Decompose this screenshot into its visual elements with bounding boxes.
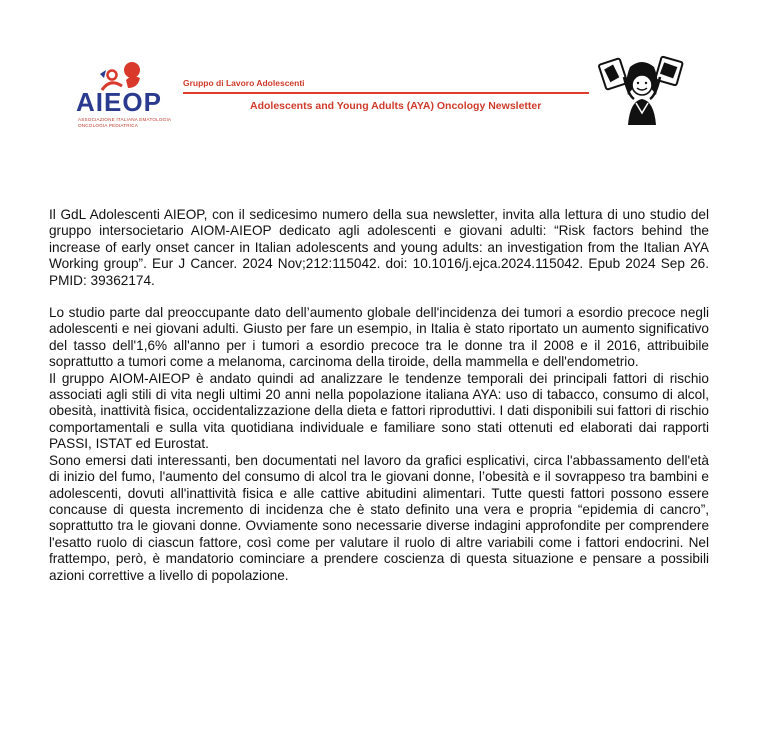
newsletter-body <box>49 207 709 584</box>
logo-wordmark: AIEOP <box>76 87 162 117</box>
newsletter-title: Adolescents and Young Adults (AYA) Oncology Newsletter <box>250 100 542 112</box>
header-divider <box>183 92 589 94</box>
newsletter-header <box>0 0 758 140</box>
logo-subtitle: ASSOCIAZIONE ITALIANA EMATOLOGIA ONCOLOGIA PEDIATRICA <box>78 117 171 128</box>
adolescent-illustration-icon <box>598 55 686 125</box>
aieop-logo <box>76 60 186 130</box>
findings-paragraph: Sono emersi dati interessanti, ben documentati nel lavoro da grafici esplicativi, circa l'abbassamento dell'età di inizio del fumo, l'aumento del consumo di alcol tra le giovani donne, l’obesità e il sovrappeso tra bambini e adolescenti, dovuti all'inattività fisica e alle cattive abitudini alimentari. Tutte questi fattori possono essere concause di questa incremento di incidenza che è stato definito una vera e propria “epidemia di cancro”, soprattutto tra le giovani donne. Ovviamente sono necessarie diverse indagini approfondite per comprendere l'esatto ruolo di ciascun fattore, così come per valutare il ruolo di altre variabili come i fattori endocrini. Nel frattempo, però, è mandatorio cominciare a prendere coscienza di questa situazione e pensare a possibili azioni correttive a livello di popolazione. <box>49 452 709 583</box>
group-label: Gruppo di Lavoro Adolescenti <box>183 78 305 88</box>
analysis-paragraph: Il gruppo AIOM-AIEOP è andato quindi ad analizzare le tendenze temporali dei principali fattori di rischio associati agli stili di vita negli ultimi 20 anni nella popolazione italiana AYA: uso di tabacco, consumo di alcol, obesità, inattività fisica, occidentalizzazione della dieta e fattori riproduttivi. I dati disponibili sui fattori di rischio comportamentali e sulla vita quotidiana individuale e familiare sono stati ottenuti ed elaborati dai rapporti PASSI, ISTAT ed Eurostat. <box>49 370 709 452</box>
study-paragraph: Lo studio parte dal preoccupante dato dell’aumento globale dell'incidenza dei tumori a esordio precoce negli adolescenti e nei giovani adulti. Giusto per fare un esempio, in Italia è stato riportato un aumento significativo del tasso dell'1,6% all'anno per i tumori a esordio precoce tra le donne tra il 2008 e il 2016, attribuibile soprattutto a tumori come a melanoma, carcinoma della tiroide, della mammella e dell'endometrio. <box>49 305 709 370</box>
intro-paragraph: Il GdL Adolescenti AIEOP, con il sedicesimo numero della sua newsletter, invita alla lettura di uno studio del gruppo intersocietario AIOM-AIEOP dedicato agli adolescenti e giovani adulti: “Risk factors behind the increase of early onset cancer in Italian adolescents and young adults: an investigation from the Italian AYA Working group”. Eur J Cancer. 2024 Nov;212:115042. doi: 10.1016/j.ejca.2024.115042. Epub 2024 Sep 26. PMID: 39362174. <box>49 207 709 288</box>
